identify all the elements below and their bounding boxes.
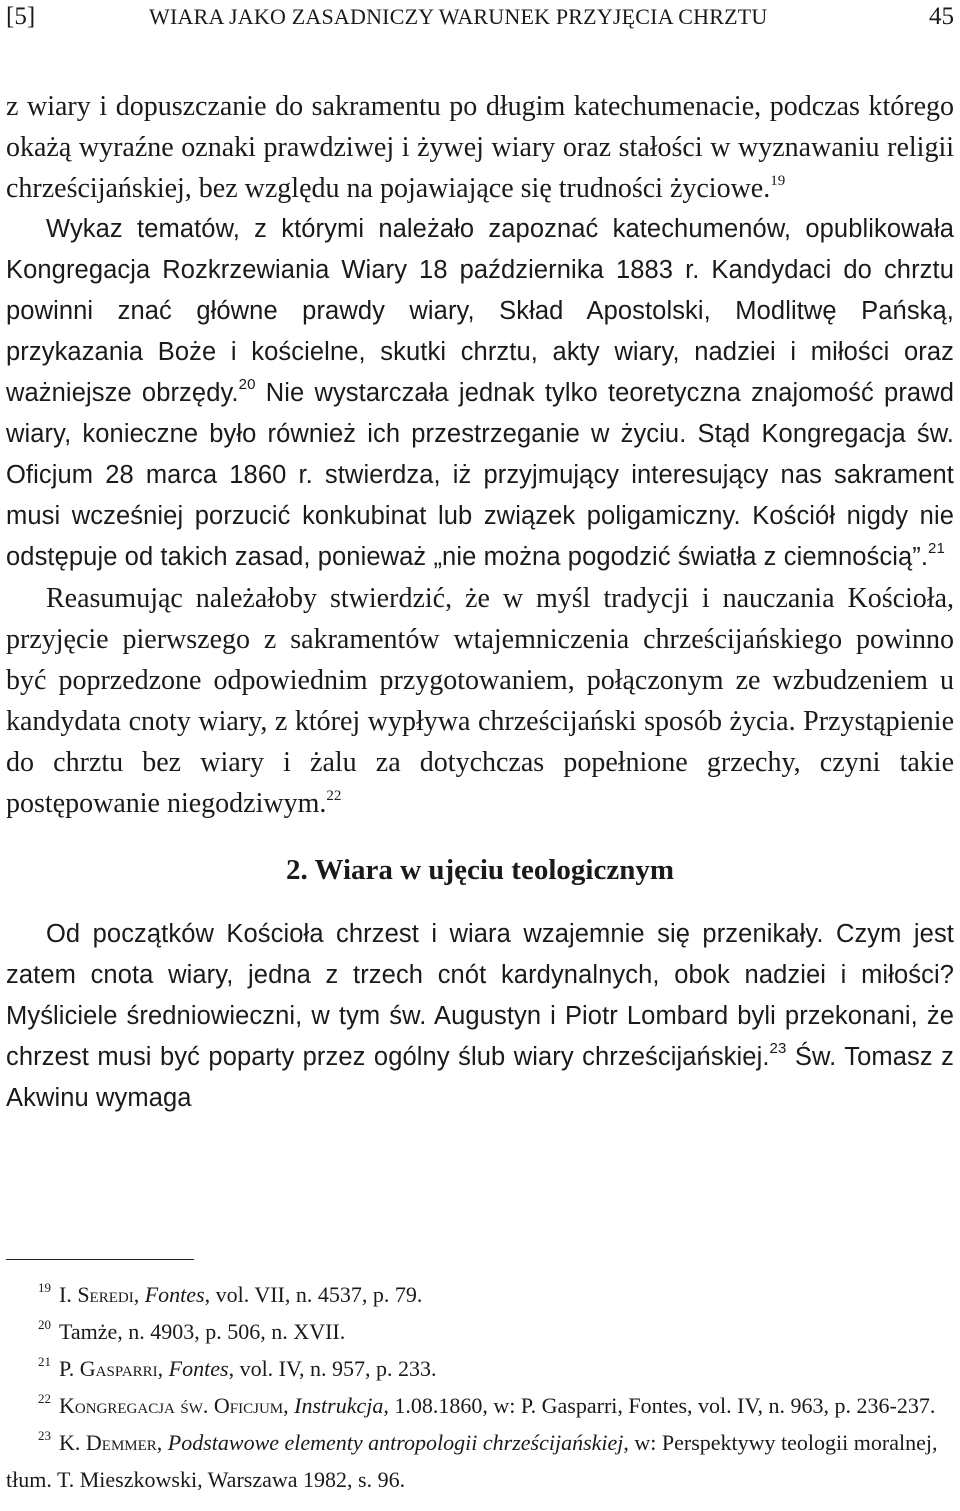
footnote-20 (6, 1313, 954, 1350)
paragraph-1 (6, 86, 954, 209)
footnote-number: 21 (38, 1354, 51, 1369)
footnote-number: 22 (38, 1391, 51, 1406)
footnote-author: Kongregacja św. Oficjum (59, 1393, 284, 1418)
footnote-ref[interactable]: 23 (769, 1040, 787, 1057)
footnote-author: K. Demmer (59, 1430, 157, 1455)
footnote-divider (6, 1259, 194, 1260)
footnote-work: Fontes (144, 1282, 205, 1307)
page-number: 45 (929, 3, 954, 30)
footnote-separator: , (133, 1282, 145, 1307)
footnote-23 (6, 1424, 954, 1498)
paragraph-3 (6, 578, 954, 824)
running-title: WIARA JAKO ZASADNICZY WARUNEK PRZYJĘCIA CHRZTU (149, 4, 768, 29)
paragraph-text: z wiary i dopuszczanie do sakramentu po długim katechumenacie, podczas którego okażą wyraźne oznaki prawdziwej i żywej wiary oraz stałości w wyznawaniu religii chrześcijańskiej, bez względu na pojawiające się trudności życiowe. (6, 91, 954, 204)
footnote-separator: , (157, 1356, 169, 1381)
paragraph-text: Reasumując należałoby stwierdzić, że w myśl tradycji i nauczania Kościoła, przyjęcie pierwszego z sakramentów wtajemniczenia chrześcijańskiego powinno być poprzedzone odpowiednim przygotowaniem, połączonym ze wzbudzeniem u kandydata cnoty wiary, z której wypływa chrześcijański sposób życia. Przystąpienie do chrztu bez wiary i żalu za dotychczas popełnione grzechy, czyni takie postępowanie niegodziwym. (6, 583, 954, 819)
footnote-19 (6, 1276, 954, 1313)
running-header (6, 0, 954, 40)
footnote-22 (6, 1387, 954, 1424)
paragraph-4 (6, 914, 954, 1119)
footnote-rest: , vol. VII, n. 4537, p. 79. (204, 1282, 423, 1307)
section-heading: 2. Wiara w ujęciu teologicznym (286, 854, 674, 886)
footnote-author: I. Seredi (59, 1282, 134, 1307)
paragraph-text: Nie wystarczała jednak tylko teoretyczna znajomość prawd wiary, konieczne było również ich przestrzeganie w życiu. Stąd Kongregacja św. Oficjum 28 marca 1860 r. stwierdza, iż przyjmujący interesujący nas sakrament musi wcześniej porzucić konkubinat lub związek poligamiczny. Kościół nigdy nie odstępuje od takich zasad, ponieważ „nie można pogodzić światła z ciemnością”. (6, 379, 954, 571)
footnote-work: Instrukcja (294, 1393, 384, 1418)
paragraph-text: Od początków Kościoła chrzest i wiara wzajemnie się przenikały. Czym jest zatem cnota wiary, jedna z trzech cnót kardynalnych, obok nadziei i miłości? Myśliciele średniowieczni, w tym św. Augustyn i Piotr Lombard byli przekonani, że chrzest musi być poparty przez ogólny ślub wiary chrześcijańskiej. (6, 920, 954, 1071)
footnote-rest: Tamże, n. 4903, p. 506, n. XVII. (59, 1319, 346, 1344)
footnote-ref[interactable]: 20 (238, 376, 256, 393)
footnote-ref[interactable]: 22 (326, 788, 342, 804)
paragraph-text: Wykaz tematów, z którymi należało zapoznać katechumenów, opublikowała Kongregacja Rozkrzewiania Wiary 18 października 1883 r. Kandydaci do chrztu powinni znać główne prawdy wiary, Skład Apostolski, Modlitwę Pańską, przykazania Boże i kościelne, skutki chrztu, akty wiary, nadziei i miłości oraz ważniejsze obrzędy. (6, 215, 954, 407)
footnote-rest: , vol. IV, n. 957, p. 233. (228, 1356, 437, 1381)
footnote-rest: , w: Perspektywy teologii moralnej, tłum. T. Mieszkowski, Warszawa 1982, s. 96. (6, 1430, 938, 1492)
main-text (6, 86, 954, 1119)
paragraph-text: Św. Tomasz z Akwinu wymaga (6, 1043, 954, 1112)
footnote-rest: , 1.08.1860, w: P. Gasparri, Fontes, vol. IV, n. 963, p. 236-237. (383, 1393, 936, 1418)
section-marker: [5] (6, 3, 36, 30)
footnote-ref[interactable]: 21 (928, 540, 945, 557)
footnote-number: 20 (38, 1317, 51, 1332)
footnote-work: Podstawowe elementy antropologii chrześcijańskiej (167, 1430, 624, 1455)
footnote-author: P. Gasparri (59, 1356, 158, 1381)
paragraph-2 (6, 209, 954, 578)
footnote-ref[interactable]: 19 (770, 173, 786, 189)
footnote-separator: , (156, 1430, 168, 1455)
footnote-separator: , (283, 1393, 295, 1418)
footnotes (6, 1276, 954, 1498)
footnote-21 (6, 1350, 954, 1387)
footnote-number: 19 (38, 1280, 51, 1295)
footnote-number: 23 (38, 1428, 51, 1443)
footnote-work: Fontes (168, 1356, 229, 1381)
